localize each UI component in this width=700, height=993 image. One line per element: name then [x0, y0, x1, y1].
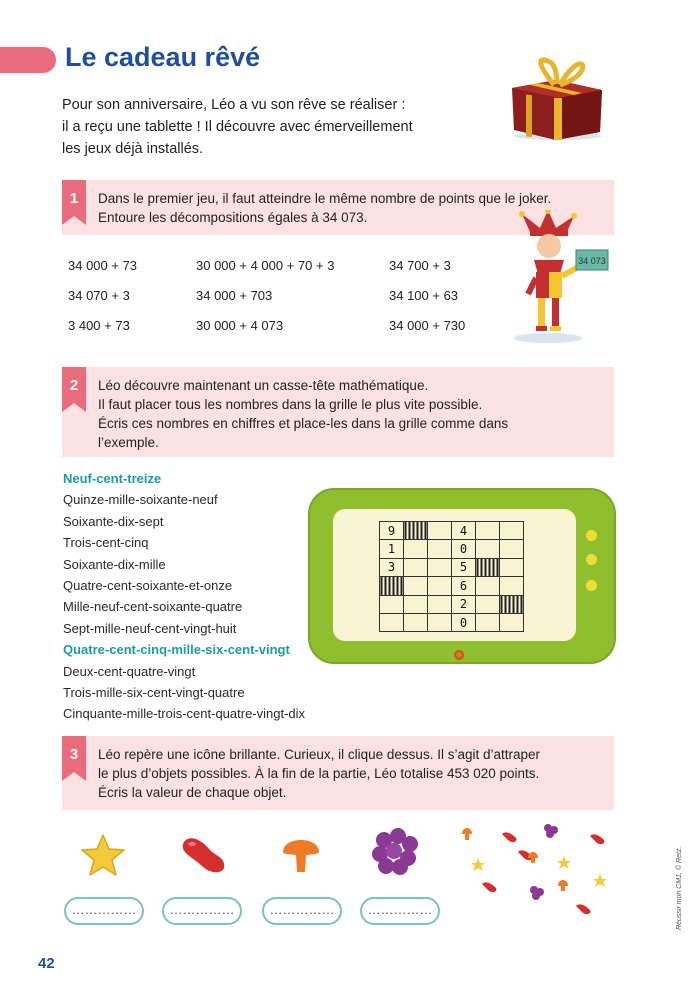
tablet-button — [586, 554, 597, 565]
grid-cell[interactable] — [404, 558, 428, 576]
tablet-illustration — [308, 488, 616, 664]
grid-cell[interactable]: 5 — [452, 558, 476, 576]
grid-cell[interactable] — [500, 522, 524, 540]
grid-cell[interactable] — [500, 613, 524, 631]
decomposition[interactable]: 34 100 + 63 — [389, 288, 459, 303]
number-word: Mille-neuf-cent-soixante-quatre — [63, 599, 243, 615]
answer-blank[interactable]: …………… — [262, 897, 342, 925]
exercise-2-number: 2 — [62, 367, 86, 403]
berry-icon — [370, 826, 422, 878]
grid-cell[interactable] — [428, 558, 452, 576]
grid-row — [380, 540, 524, 558]
grid-cell[interactable] — [476, 522, 500, 540]
grid-cell[interactable]: 6 — [452, 577, 476, 595]
grid-cell[interactable] — [428, 522, 452, 540]
decomposition[interactable]: 3 400 + 73 — [68, 318, 130, 333]
number-word: Deux-cent-quatre-vingt — [63, 663, 196, 679]
grid-cell[interactable] — [404, 595, 428, 613]
tablet-screen — [333, 509, 576, 641]
grid-cell[interactable] — [428, 577, 452, 595]
grid-cell-blocked — [404, 522, 428, 540]
exercise-3-box — [62, 736, 614, 810]
example-number-word: Quatre-cent-cinq-mille-six-cent-vingt — [63, 642, 290, 658]
grid-cell[interactable] — [404, 577, 428, 595]
decomposition[interactable]: 34 000 + 730 — [389, 318, 466, 333]
grid-cell[interactable] — [476, 613, 500, 631]
exercise-1-number: 1 — [62, 180, 86, 216]
answer-blank[interactable]: …………… — [64, 897, 144, 925]
grid-cell[interactable] — [404, 540, 428, 558]
grid-row — [380, 577, 524, 595]
number-word: Soixante-dix-mille — [63, 556, 166, 572]
decomposition[interactable]: 34 000 + 73 — [68, 258, 138, 273]
grid-cell[interactable] — [428, 540, 452, 558]
grid-cell[interactable] — [380, 613, 404, 631]
falling-objects-illustration — [458, 822, 614, 922]
exercise-3-number: 3 — [62, 736, 86, 772]
grid-cell[interactable] — [404, 613, 428, 631]
tablet-button — [586, 530, 597, 541]
grid-cell[interactable] — [500, 577, 524, 595]
answer-blank[interactable]: …………… — [360, 897, 440, 925]
exercise-2-box — [62, 367, 614, 457]
intro-text: Pour son anniversaire, Léo a vu son rêve se réaliser : il a reçu une tablette ! Il découvre avec émerveillement les jeux déjà installés. — [62, 97, 413, 157]
grid-cell-blocked — [476, 558, 500, 576]
grid-row — [380, 558, 524, 576]
grid-cell[interactable] — [500, 558, 524, 576]
grid-cell[interactable] — [476, 577, 500, 595]
number-words-list — [63, 468, 305, 725]
grid-cell[interactable]: 0 — [452, 613, 476, 631]
bean-icon — [176, 832, 230, 876]
grid-cell[interactable] — [428, 595, 452, 613]
number-word: Quinze-mille-soixante-neuf — [63, 492, 218, 508]
grid-cell[interactable]: 3 — [380, 558, 404, 576]
answer-blank[interactable]: …………… — [162, 897, 242, 925]
tablet-button — [586, 580, 597, 591]
decomposition[interactable]: 30 000 + 4 000 + 70 + 3 — [196, 258, 335, 273]
grid-cell[interactable]: 4 — [452, 522, 476, 540]
page-title: Le cadeau rêvé — [65, 42, 261, 72]
number-word: Quatre-cent-soixante-et-onze — [63, 578, 233, 594]
grid-cell[interactable] — [476, 540, 500, 558]
number-word: Trois-mille-six-cent-vingt-quatre — [63, 685, 245, 701]
mushroom-icon — [280, 830, 322, 878]
exercise-2-instructions: Léo découvre maintenant un casse-tête mathématique. Il faut placer tous les nombres dans la grille le plus vite possible. Écris ces nombres en chiffres et place-les dans la grille comme dans l’exemple. — [98, 378, 509, 450]
tablet-camera — [454, 650, 464, 660]
gift-icon — [502, 52, 612, 142]
grid-row — [380, 595, 524, 613]
joker-card-label: 34 073 — [578, 256, 606, 266]
crossnumber-grid — [379, 521, 524, 632]
grid-row — [380, 522, 524, 540]
number-word: Trois-cent-cinq — [63, 535, 149, 551]
star-icon — [80, 832, 126, 878]
grid-cell-blocked — [380, 577, 404, 595]
number-word: Cinquante-mille-trois-cent-quatre-vingt-dix — [63, 706, 306, 722]
title-marker — [0, 47, 56, 73]
page-number: 42 — [38, 955, 55, 972]
grid-cell[interactable] — [380, 595, 404, 613]
exercise-1-instructions: Dans le premier jeu, il faut atteindre le même nombre de points que le joker. Entoure les décompositions égales à 34 073. — [98, 191, 552, 225]
joker-illustration — [508, 210, 618, 345]
grid-cell[interactable] — [428, 613, 452, 631]
exercise-3-instructions: Léo repère une icône brillante. Curieux, il clique dessus. Il s’agit d’attraper le plus d’objets possibles. À la fin de la partie, Léo totalise 453 020 points. Écris la valeur de chaque objet. — [98, 747, 540, 800]
grid-row — [380, 613, 524, 631]
copyright-credit: Réussir mon CM1, © Retz. — [676, 846, 683, 930]
grid-cell[interactable]: 1 — [380, 540, 404, 558]
grid-cell[interactable]: 9 — [380, 522, 404, 540]
grid-cell[interactable]: 2 — [452, 595, 476, 613]
number-word: Soixante-dix-sept — [63, 513, 164, 529]
decomposition[interactable]: 30 000 + 4 073 — [196, 318, 284, 333]
decomposition[interactable]: 34 000 + 703 — [196, 288, 273, 303]
grid-cell[interactable] — [476, 595, 500, 613]
decomposition[interactable]: 34 700 + 3 — [389, 258, 451, 273]
decomposition[interactable]: 34 070 + 3 — [68, 288, 130, 303]
grid-cell-blocked — [500, 595, 524, 613]
example-number-word: Neuf-cent-treize — [63, 471, 162, 486]
number-word: Sept-mille-neuf-cent-vingt-huit — [63, 620, 237, 636]
grid-cell[interactable] — [500, 540, 524, 558]
grid-cell[interactable]: 0 — [452, 540, 476, 558]
